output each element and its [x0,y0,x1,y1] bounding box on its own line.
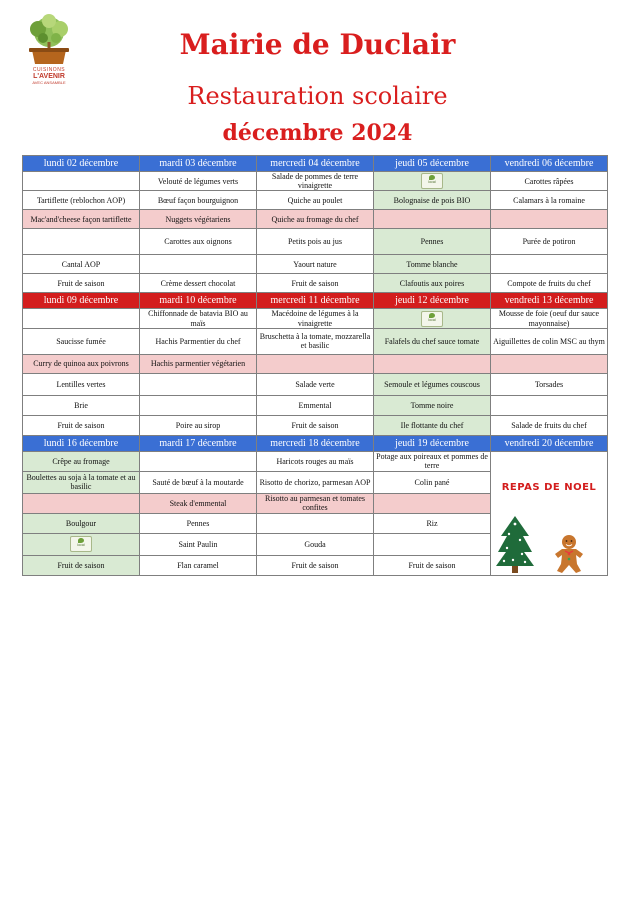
menu-cell: Petits pois au jus [257,229,374,255]
menu-cell: Falafels du chef sauce tomate [374,328,491,354]
day-header: vendredi 13 décembre [491,293,608,309]
menu-cell: Haricots rouges au maïs [257,451,374,471]
menu-cell: Semoule et légumes couscous [374,373,491,395]
menu-cell: Potage aux poireaux et pommes de terre [374,451,491,471]
menu-cell [374,493,491,513]
menu-cell: Saint Paulin [140,533,257,555]
badge-text: local [428,317,436,322]
menu-cell: Emmental [257,395,374,415]
menu-cell: Carottes râpées [491,172,608,191]
menu-cell: Risotto de chorizo, parmesan AOP [257,471,374,493]
menu-row-vegetarian [23,354,608,373]
menu-cell [140,451,257,471]
menu-cell: Tartiflette (reblochon AOP) [23,191,140,210]
badge-text: local [428,180,436,185]
menu-cell: Hachis Parmentier du chef [140,328,257,354]
day-header: mercredi 11 décembre [257,293,374,309]
menu-cell [374,210,491,229]
menu-cell: Lentilles vertes [23,373,140,395]
menu-cell: Compote de fruits du chef [491,274,608,293]
menu-cell [491,395,608,415]
menu-cell: Fruit de saison [374,555,491,575]
menu-cell: Quiche au poulet [257,191,374,210]
menu-row-side [23,229,608,255]
menu-row-dessert [23,274,608,293]
menu-cell: Gouda [257,533,374,555]
menu-cell: Salade de pommes de terre vinaigrette [257,172,374,191]
menu-cell: Pennes [374,229,491,255]
menu-cell [140,255,257,274]
menu-row-dairy [23,255,608,274]
menu-cell [23,309,140,328]
menu-cell: Salade verte [257,373,374,395]
day-header: lundi 09 décembre [23,293,140,309]
menu-cell: Bœuf façon bourguignon [140,191,257,210]
christmas-meal-title: REPAS DE NOEL [501,481,597,493]
christmas-meal-cell [491,451,608,575]
local-bio-label-icon [70,536,92,552]
christmas-tree-icon [495,514,535,574]
gingerbread-man-icon [553,534,585,574]
menu-cell: Fruit de saison [257,274,374,293]
menu-cell [491,354,608,373]
menu-cell [374,533,491,555]
menu-cell [140,373,257,395]
menu-cell [257,513,374,533]
page-title: Mairie de Duclair [179,28,456,61]
logo-line-2: L'AVENIR [33,73,65,81]
menu-cell: Crème dessert chocolat [140,274,257,293]
week-1-header [23,156,608,172]
day-header: lundi 16 décembre [23,435,140,451]
menu-cell: Flan caramel [140,555,257,575]
menu-table [22,155,608,576]
menu-row-vegetarian [23,210,608,229]
day-header: mardi 03 décembre [140,156,257,172]
menu-cell: Ile flottante du chef [374,415,491,435]
menu-cell: Carottes aux oignons [140,229,257,255]
menu-cell [491,255,608,274]
menu-cell: Colin pané [374,471,491,493]
menu-cell [23,533,140,555]
menu-row-main [23,328,608,354]
day-header: jeudi 05 décembre [374,156,491,172]
menu-cell: Pennes [140,513,257,533]
menu-cell: Velouté de légumes verts [140,172,257,191]
day-header: mardi 17 décembre [140,435,257,451]
menu-cell: Curry de quinoa aux poivrons [23,354,140,373]
badge-text: local [77,543,85,548]
menu-cell [491,210,608,229]
menu-cell: Crêpe au fromage [23,451,140,471]
menu-cell: Yaourt nature [257,255,374,274]
menu-cell: Risotto au parmesan et tomates confites [257,493,374,513]
day-header: mercredi 18 décembre [257,435,374,451]
menu-cell [374,309,491,328]
local-bio-label-icon [421,311,443,327]
menu-cell [374,354,491,373]
menu-cell: Fruit de saison [23,274,140,293]
menu-cell: Sauté de bœuf à la moutarde [140,471,257,493]
menu-cell: Brie [23,395,140,415]
logo-line-1: CUISINONS [32,67,66,73]
day-header: jeudi 19 décembre [374,435,491,451]
week-2-header [23,293,608,309]
local-bio-label-icon [421,173,443,189]
menu-row-starter [23,309,608,328]
menu-cell [23,493,140,513]
menu-cell: Clafoutis aux poires [374,274,491,293]
month-title: décembre 2024 [222,120,413,146]
logo-line-3: AVEC ANSAMBLE [32,79,66,85]
menu-cell: Calamars à la romaine [491,191,608,210]
menu-cell: Mac'and'cheese façon tartiflette [23,210,140,229]
menu-cell: Boulgour [23,513,140,533]
menu-cell: Poire au sirop [140,415,257,435]
menu-cell: Saucisse fumée [23,328,140,354]
menu-cell: Riz [374,513,491,533]
menu-cell: Steak d'emmental [140,493,257,513]
menu-cell: Hachis parmentier végétarien [140,354,257,373]
menu-row-starter [23,172,608,191]
menu-cell: Fruit de saison [23,415,140,435]
menu-cell: Chiffonnade de batavia BIO au maïs [140,309,257,328]
day-header: vendredi 06 décembre [491,156,608,172]
menu-cell [374,172,491,191]
menu-cell: Cantal AOP [23,255,140,274]
menu-cell: Quiche au fromage du chef [257,210,374,229]
day-header: mercredi 04 décembre [257,156,374,172]
menu-cell [23,229,140,255]
menu-row-dessert [23,415,608,435]
page-subtitle: Restauration scolaire [187,82,448,110]
menu-cell: Fruit de saison [23,555,140,575]
menu-cell: Bolognaise de pois BIO [374,191,491,210]
menu-cell: Tomme noire [374,395,491,415]
menu-row-starter [23,451,608,471]
menu-cell [140,395,257,415]
day-header: vendredi 20 décembre [491,435,608,451]
menu-cell: Macédoine de légumes à la vinaigrette [257,309,374,328]
menu-cell: Bruschetta à la tomate, mozzarella et basilic [257,328,374,354]
menu-cell: Boulettes au soja à la tomate et au basilic [23,471,140,493]
day-header: mardi 10 décembre [140,293,257,309]
menu-cell: Aiguillettes de colin MSC au thym [491,328,608,354]
menu-row-main [23,191,608,210]
menu-cell: Purée de potiron [491,229,608,255]
menu-cell: Fruit de saison [257,415,374,435]
menu-row-side [23,373,608,395]
menu-cell [257,354,374,373]
menu-row-dairy [23,395,608,415]
menu-cell: Salade de fruits du chef [491,415,608,435]
menu-cell [23,172,140,191]
menu-cell: Nuggets végétariens [140,210,257,229]
menu-cell: Torsades [491,373,608,395]
day-header: lundi 02 décembre [23,156,140,172]
day-header: jeudi 12 décembre [374,293,491,309]
menu-cell: Fruit de saison [257,555,374,575]
menu-cell: Tomme blanche [374,255,491,274]
menu-cell: Mousse de foie (oeuf dur sauce mayonnaise) [491,309,608,328]
week-3-header [23,435,608,451]
